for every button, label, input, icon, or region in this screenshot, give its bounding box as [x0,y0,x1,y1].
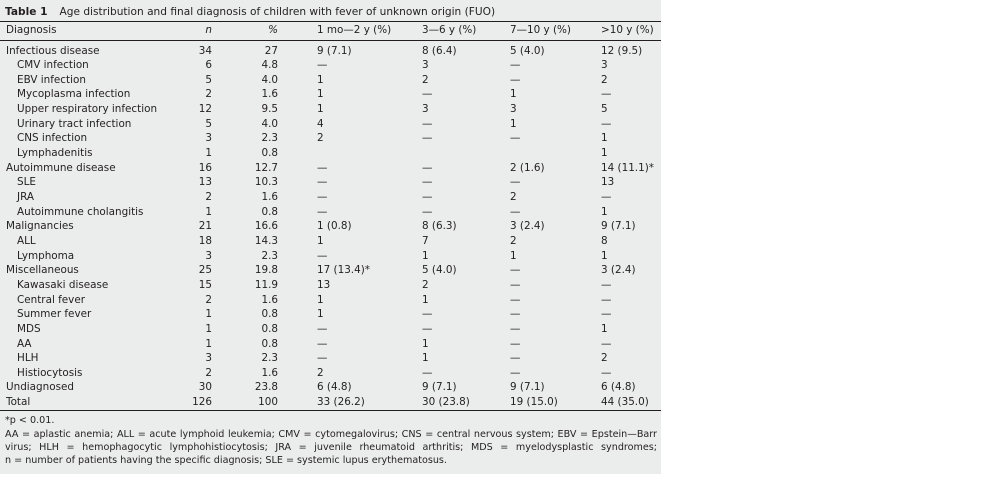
cell-n: 2 [205,293,212,306]
cell-age-7-10y: 9 (7.1) [510,381,545,394]
cell-n: 3 [205,132,212,145]
cell-age-over-10y: — [601,293,612,306]
cell-age-3-6y: 1 [422,293,429,306]
cell-percent: 1.6 [261,88,278,101]
cell-age-over-10y: — [601,88,612,101]
cell-age-7-10y: — [510,132,521,145]
cell-age-3-6y: 2 [422,73,429,86]
cell-percent: 14.3 [254,234,278,247]
row-category-label: Undiagnosed [6,381,74,394]
cell-age-over-10y: — [601,278,612,291]
header-n: n [205,24,212,36]
cell-age-3-6y: 8 (6.4) [422,44,457,57]
cell-age-1mo-2y: 1 [317,103,324,116]
row-category-label: Malignancies [6,220,74,233]
cell-age-1mo-2y: 1 (0.8) [317,220,352,233]
row-sublabel: Summer fever [17,308,92,321]
cell-age-3-6y: 30 (23.8) [422,396,470,409]
row-sublabel: MDS [17,322,41,335]
header-rule [0,40,661,41]
cell-percent: 100 [258,396,278,409]
cell-age-over-10y: 12 (9.5) [601,44,643,57]
cell-age-1mo-2y: 1 [317,88,324,101]
cell-n: 16 [198,161,212,174]
row-sublabel: Lymphoma [17,249,75,262]
cell-age-1mo-2y: 2 [317,132,324,145]
cell-age-7-10y: — [510,293,521,306]
cell-age-7-10y: — [510,278,521,291]
cell-age-7-10y: 19 (15.0) [510,396,558,409]
cell-age-1mo-2y: — [317,249,328,262]
cell-n: 21 [198,220,212,233]
cell-percent: 4.0 [261,73,278,86]
cell-age-over-10y: 1 [601,249,608,262]
cell-age-1mo-2y: 17 (13.4)* [317,264,370,277]
table-row [0,322,661,337]
cell-age-7-10y: — [510,308,521,321]
row-sublabel: JRA [17,191,34,203]
cell-age-over-10y: 2 [601,73,608,86]
cell-percent: 2.3 [261,132,278,145]
cell-percent: 10.3 [254,176,278,189]
cell-percent: 16.6 [254,220,278,233]
row-sublabel: Lymphadenitis [17,147,93,160]
row-sublabel: Upper respiratory infection [17,103,158,116]
cell-age-3-6y: — [422,132,433,145]
cell-age-7-10y: — [510,366,521,379]
cell-age-over-10y: 3 (2.4) [601,264,636,277]
cell-percent: 11.9 [254,278,278,291]
table-row [0,249,661,264]
cell-age-over-10y: 9 (7.1) [601,220,636,233]
cell-age-3-6y: 3 [422,59,429,72]
table-row [0,219,661,234]
cell-age-1mo-2y: 1 [317,293,324,306]
row-sublabel: CMV infection [17,59,89,72]
cell-age-3-6y: — [422,366,433,379]
cell-n: 13 [198,176,212,189]
row-sublabel: CNS infection [17,132,88,145]
footnote-significance: *p < 0.01. [5,415,55,426]
cell-age-7-10y: — [510,205,521,218]
cell-n: 3 [205,249,212,262]
cell-age-1mo-2y: 2 [317,366,324,379]
cell-age-over-10y: 1 [601,205,608,218]
table-row [0,102,661,117]
cell-age-3-6y: — [422,117,433,130]
cell-n: 34 [198,44,212,57]
cell-age-1mo-2y: — [317,176,328,189]
cell-percent: 0.8 [261,205,278,218]
cell-n: 1 [205,308,212,321]
cell-age-1mo-2y: 4 [317,117,324,130]
cell-age-3-6y: 1 [422,337,429,350]
cell-n: 5 [205,73,212,86]
table-row [0,131,661,146]
cell-percent: 1.6 [261,191,278,203]
cell-n: 15 [198,278,212,291]
cell-age-7-10y: — [510,352,521,365]
cell-age-3-6y: 2 [422,278,429,291]
bottom-rule [0,410,661,411]
cell-percent: 2.3 [261,352,278,365]
cell-age-3-6y: — [422,205,433,218]
cell-age-7-10y: 3 (2.4) [510,220,545,233]
cell-percent: 9.5 [261,103,278,116]
cell-age-7-10y: 1 [510,249,517,262]
row-sublabel: Histiocytosis [17,366,83,379]
cell-age-over-10y: 6 (4.8) [601,381,636,394]
cell-n: 1 [205,147,212,160]
cell-age-1mo-2y: — [317,337,328,350]
row-sublabel: Central fever [17,293,86,306]
cell-age-over-10y: — [601,308,612,321]
cell-percent: 27 [264,44,278,57]
cell-percent: 4.8 [261,59,278,72]
cell-age-over-10y: — [601,366,612,379]
cell-age-3-6y: 7 [422,234,429,247]
table-row [0,366,661,381]
cell-age-over-10y: — [601,337,612,350]
cell-age-over-10y: 2 [601,352,608,365]
cell-percent: 12.7 [254,161,278,174]
cell-age-1mo-2y: 1 [317,308,324,321]
row-sublabel: AA [17,337,32,350]
header-diagnosis: Diagnosis [6,24,57,36]
cell-percent: 0.8 [261,308,278,321]
cell-age-7-10y: 2 (1.6) [510,161,545,174]
cell-age-3-6y: — [422,322,433,335]
cell-age-1mo-2y: 1 [317,73,324,86]
cell-n: 2 [205,191,212,203]
table-row [0,205,661,220]
table-label: Table 1 [5,6,48,18]
cell-age-over-10y: 3 [601,59,608,72]
row-sublabel: HLH [17,352,39,365]
cell-age-7-10y: — [510,264,521,277]
cell-age-3-6y: — [422,176,433,189]
cell-age-over-10y: 14 (11.1)* [601,161,654,174]
row-category-label: Infectious disease [6,44,100,57]
cell-percent: 4.0 [261,117,278,130]
header-age-3-6y: 3—6 y (%) [422,24,477,36]
table-row [0,234,661,249]
cell-percent: 2.3 [261,249,278,262]
cell-age-over-10y: 44 (35.0) [601,396,649,409]
cell-age-7-10y: — [510,337,521,350]
cell-age-over-10y: 5 [601,103,608,116]
cell-age-7-10y: — [510,73,521,86]
cell-age-1mo-2y: — [317,59,328,72]
footnote-abbrev-line1: AA = aplastic anemia; ALL = acute lymphoid leukemia; CMV = cytomegalovirus; CNS = central nervous system; EBV = Epstein—Barr [5,429,657,440]
cell-age-3-6y: — [422,308,433,321]
cell-n: 126 [192,396,212,409]
row-sublabel: Autoimmune cholangitis [17,205,144,218]
row-category-label: Autoimmune disease [6,161,116,174]
row-category-label: Total [6,396,31,409]
table-row [0,293,661,308]
header-age-1mo-2y: 1 mo—2 y (%) [317,24,392,36]
table-row [0,337,661,352]
cell-age-3-6y: 5 (4.0) [422,264,457,277]
table-row [0,117,661,132]
header-age-7-10y: 7—10 y (%) [510,24,571,36]
cell-n: 1 [205,337,212,350]
table-row [0,175,661,190]
header-age-over-10y: >10 y (%) [601,24,654,36]
cell-n: 1 [205,322,212,335]
table-row [0,278,661,293]
cell-age-7-10y: — [510,176,521,189]
header-row [0,23,661,38]
cell-age-7-10y: 2 [510,234,517,247]
cell-age-3-6y: — [422,88,433,101]
cell-age-3-6y: 1 [422,249,429,262]
table-row [0,161,661,176]
table-caption [5,6,495,18]
cell-n: 12 [198,103,212,116]
table-row [0,395,661,410]
row-sublabel: SLE [17,176,36,189]
cell-age-1mo-2y: — [317,352,328,365]
cell-age-over-10y: 8 [601,234,608,247]
table-title: Age distribution and final diagnosis of children with fever of unknown origin (FUO) [59,6,496,18]
cell-n: 2 [205,366,212,379]
cell-age-1mo-2y: — [317,191,328,203]
cell-age-1mo-2y: 9 (7.1) [317,44,352,57]
cell-age-1mo-2y: 6 (4.8) [317,381,352,394]
cell-age-over-10y: 1 [601,132,608,145]
cell-age-1mo-2y: — [317,161,328,174]
cell-percent: 0.8 [261,147,278,160]
cell-age-over-10y: — [601,117,612,130]
cell-age-1mo-2y: 1 [317,234,324,247]
cell-n: 6 [205,59,212,72]
cell-age-7-10y: 2 [510,191,517,203]
cell-age-3-6y: 3 [422,103,429,116]
row-sublabel: Urinary tract infection [17,117,132,130]
cell-n: 3 [205,352,212,365]
table-row [0,190,661,205]
table-row [0,146,661,161]
cell-n: 5 [205,117,212,130]
footnote-abbrev-line2: virus; HLH = hemophagocytic lymphohistiocytosis; JRA = juvenile rheumatoid arthritis; MDS = myelodysplastic syndromes; [5,442,657,453]
cell-n: 1 [205,205,212,218]
cell-age-1mo-2y: 13 [317,278,331,291]
cell-age-over-10y: 1 [601,322,608,335]
cell-age-over-10y: 1 [601,147,608,160]
table-row [0,87,661,102]
cell-percent: 1.6 [261,366,278,379]
row-sublabel: Kawasaki disease [17,278,109,291]
table-row [0,263,661,278]
header-percent: % [268,24,278,36]
cell-percent: 0.8 [261,322,278,335]
row-sublabel: Mycoplasma infection [17,88,131,101]
top-rule [0,21,661,22]
cell-age-7-10y: 5 (4.0) [510,44,545,57]
cell-percent: 23.8 [254,381,278,394]
table-row [0,73,661,88]
cell-age-over-10y: 13 [601,176,615,189]
footnote-abbrev-line3: n = number of patients having the specific diagnosis; SLE = systemic lupus erythematosus. [5,455,447,466]
table-row [0,351,661,366]
cell-age-7-10y: — [510,322,521,335]
row-sublabel: ALL [17,234,36,247]
table-row [0,44,661,59]
cell-percent: 0.8 [261,337,278,350]
cell-age-3-6y: 9 (7.1) [422,381,457,394]
cell-age-3-6y: — [422,191,433,203]
cell-age-1mo-2y: — [317,322,328,335]
cell-n: 2 [205,88,212,101]
cell-age-7-10y: — [510,59,521,72]
cell-age-1mo-2y: — [317,205,328,218]
cell-n: 30 [198,381,212,394]
cell-age-1mo-2y: 33 (26.2) [317,396,365,409]
table-row [0,58,661,73]
cell-age-3-6y: 8 (6.3) [422,220,457,233]
cell-n: 25 [198,264,212,277]
cell-percent: 1.6 [261,293,278,306]
cell-age-over-10y: — [601,191,612,203]
cell-n: 18 [198,234,212,247]
cell-age-7-10y: 1 [510,88,517,101]
cell-age-3-6y: 1 [422,352,429,365]
cell-age-7-10y: 3 [510,103,517,116]
row-category-label: Miscellaneous [6,264,79,277]
table-row [0,380,661,395]
row-sublabel: EBV infection [17,73,86,86]
cell-percent: 19.8 [254,264,278,277]
cell-age-7-10y: 1 [510,117,517,130]
cell-age-3-6y: — [422,161,433,174]
table-row [0,307,661,322]
